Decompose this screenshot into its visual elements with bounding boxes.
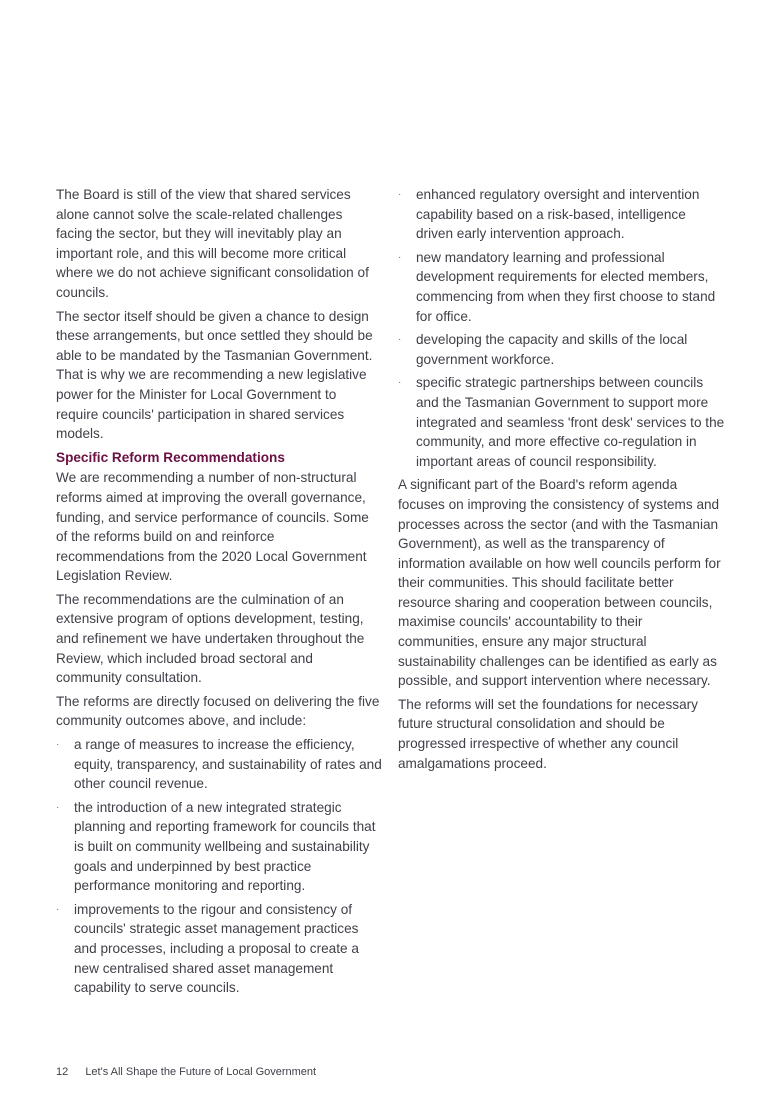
reform-list-left (56, 735, 382, 998)
bullet-icon: · (398, 377, 402, 389)
paragraph-legislative-power: The sector itself should be given a chance to design these arrangements, but once settled they should be able to be mandated by the Tasmanian Government. That is why we are recommending a new legislative power for the Minister for Local Government to require councils' participation in shared services models. (56, 308, 373, 442)
list-item-text: improvements to the rigour and consistency of councils' strategic asset management practices and processes, including a proposal to create a new centralised shared asset management capability to serve councils. (74, 901, 359, 996)
list-item-text: developing the capacity and skills of the local government workforce. (416, 332, 688, 367)
list-item-text: enhanced regulatory oversight and intervention capability based on a risk-based, intelligence driven early intervention approach. (416, 187, 700, 242)
list-item-text: specific strategic partnerships between councils and the Tasmanian Government to support more integrated and seamless 'front desk' services to the community, and more effective co-regulation in important areas of council responsibility. (416, 375, 725, 469)
list-item (56, 798, 382, 896)
reform-list-right (398, 185, 726, 471)
page-number: 12 (56, 1066, 69, 1078)
list-item-text: the introduction of a new integrated strategic planning and reporting framework for councils that is built on community wellbeing and sustainability goals and underpinned by best practice performance monitoring and reporting. (74, 799, 376, 894)
list-item-text: a range of measures to increase the efficiency, equity, transparency, and sustainability of rates and other council revenue. (74, 737, 382, 792)
section-heading: Specific Reform Recommendations (56, 449, 285, 465)
paragraph-reform-agenda: A significant part of the Board's reform agenda focuses on improving the consistency of systems and processes across the sector (and with the Tasmanian Government), as well as the transparency of information available on how well councils perform for their communities. This should facilitate better resource sharing and cooperation between councils, maximise councils' accountability to their communities, ensure any major structural sustainability challenges can be identified as early as possible, and support intervention where necessary. (398, 477, 721, 689)
list-item (56, 900, 382, 998)
list-item-text: new mandatory learning and professional development requirements for elected members, commencing from when they first choose to stand for office. (416, 249, 716, 324)
list-item (398, 185, 726, 244)
paragraph-foundations: The reforms will set the foundations for necessary future structural consolidation and should be progressed irrespective of whether any council amalgamations proceed. (398, 696, 698, 771)
right-column (398, 185, 726, 777)
list-item (398, 330, 726, 369)
paragraph-non-structural-reforms: We are recommending a number of non-structural reforms aimed at improving the overall governance, funding, and service performance of councils. Some of the reforms build on and reinforce recommendations from the 2020 Local Government Legislation Review. (56, 470, 369, 584)
list-item (56, 735, 382, 794)
bullet-icon: · (56, 903, 60, 915)
page-footer (56, 1066, 316, 1078)
paragraph-shared-services: The Board is still of the view that shared services alone cannot solve the scale-related challenges facing the sector, but they will inevitably play an important role, and this will become more critical where we do not achieve significant consolidation of councils. (56, 187, 369, 300)
bullet-icon: · (56, 739, 60, 751)
list-item (398, 248, 726, 326)
bullet-icon: · (398, 334, 402, 346)
bullet-icon: · (398, 189, 402, 200)
paragraph-recommendations: The recommendations are the culmination of an extensive program of options development, testing, and refinement we have undertaken throughout the Review, which included broad sectoral and community consultation. (56, 591, 365, 686)
left-column (56, 185, 382, 1002)
list-item (398, 373, 726, 471)
bullet-icon: · (398, 251, 402, 263)
bullet-icon: · (56, 801, 60, 813)
paragraph-reforms-focus: The reforms are directly focused on delivering the five community outcomes above, and include: (56, 693, 380, 729)
document-title: Let's All Shape the Future of Local Government (85, 1066, 317, 1078)
